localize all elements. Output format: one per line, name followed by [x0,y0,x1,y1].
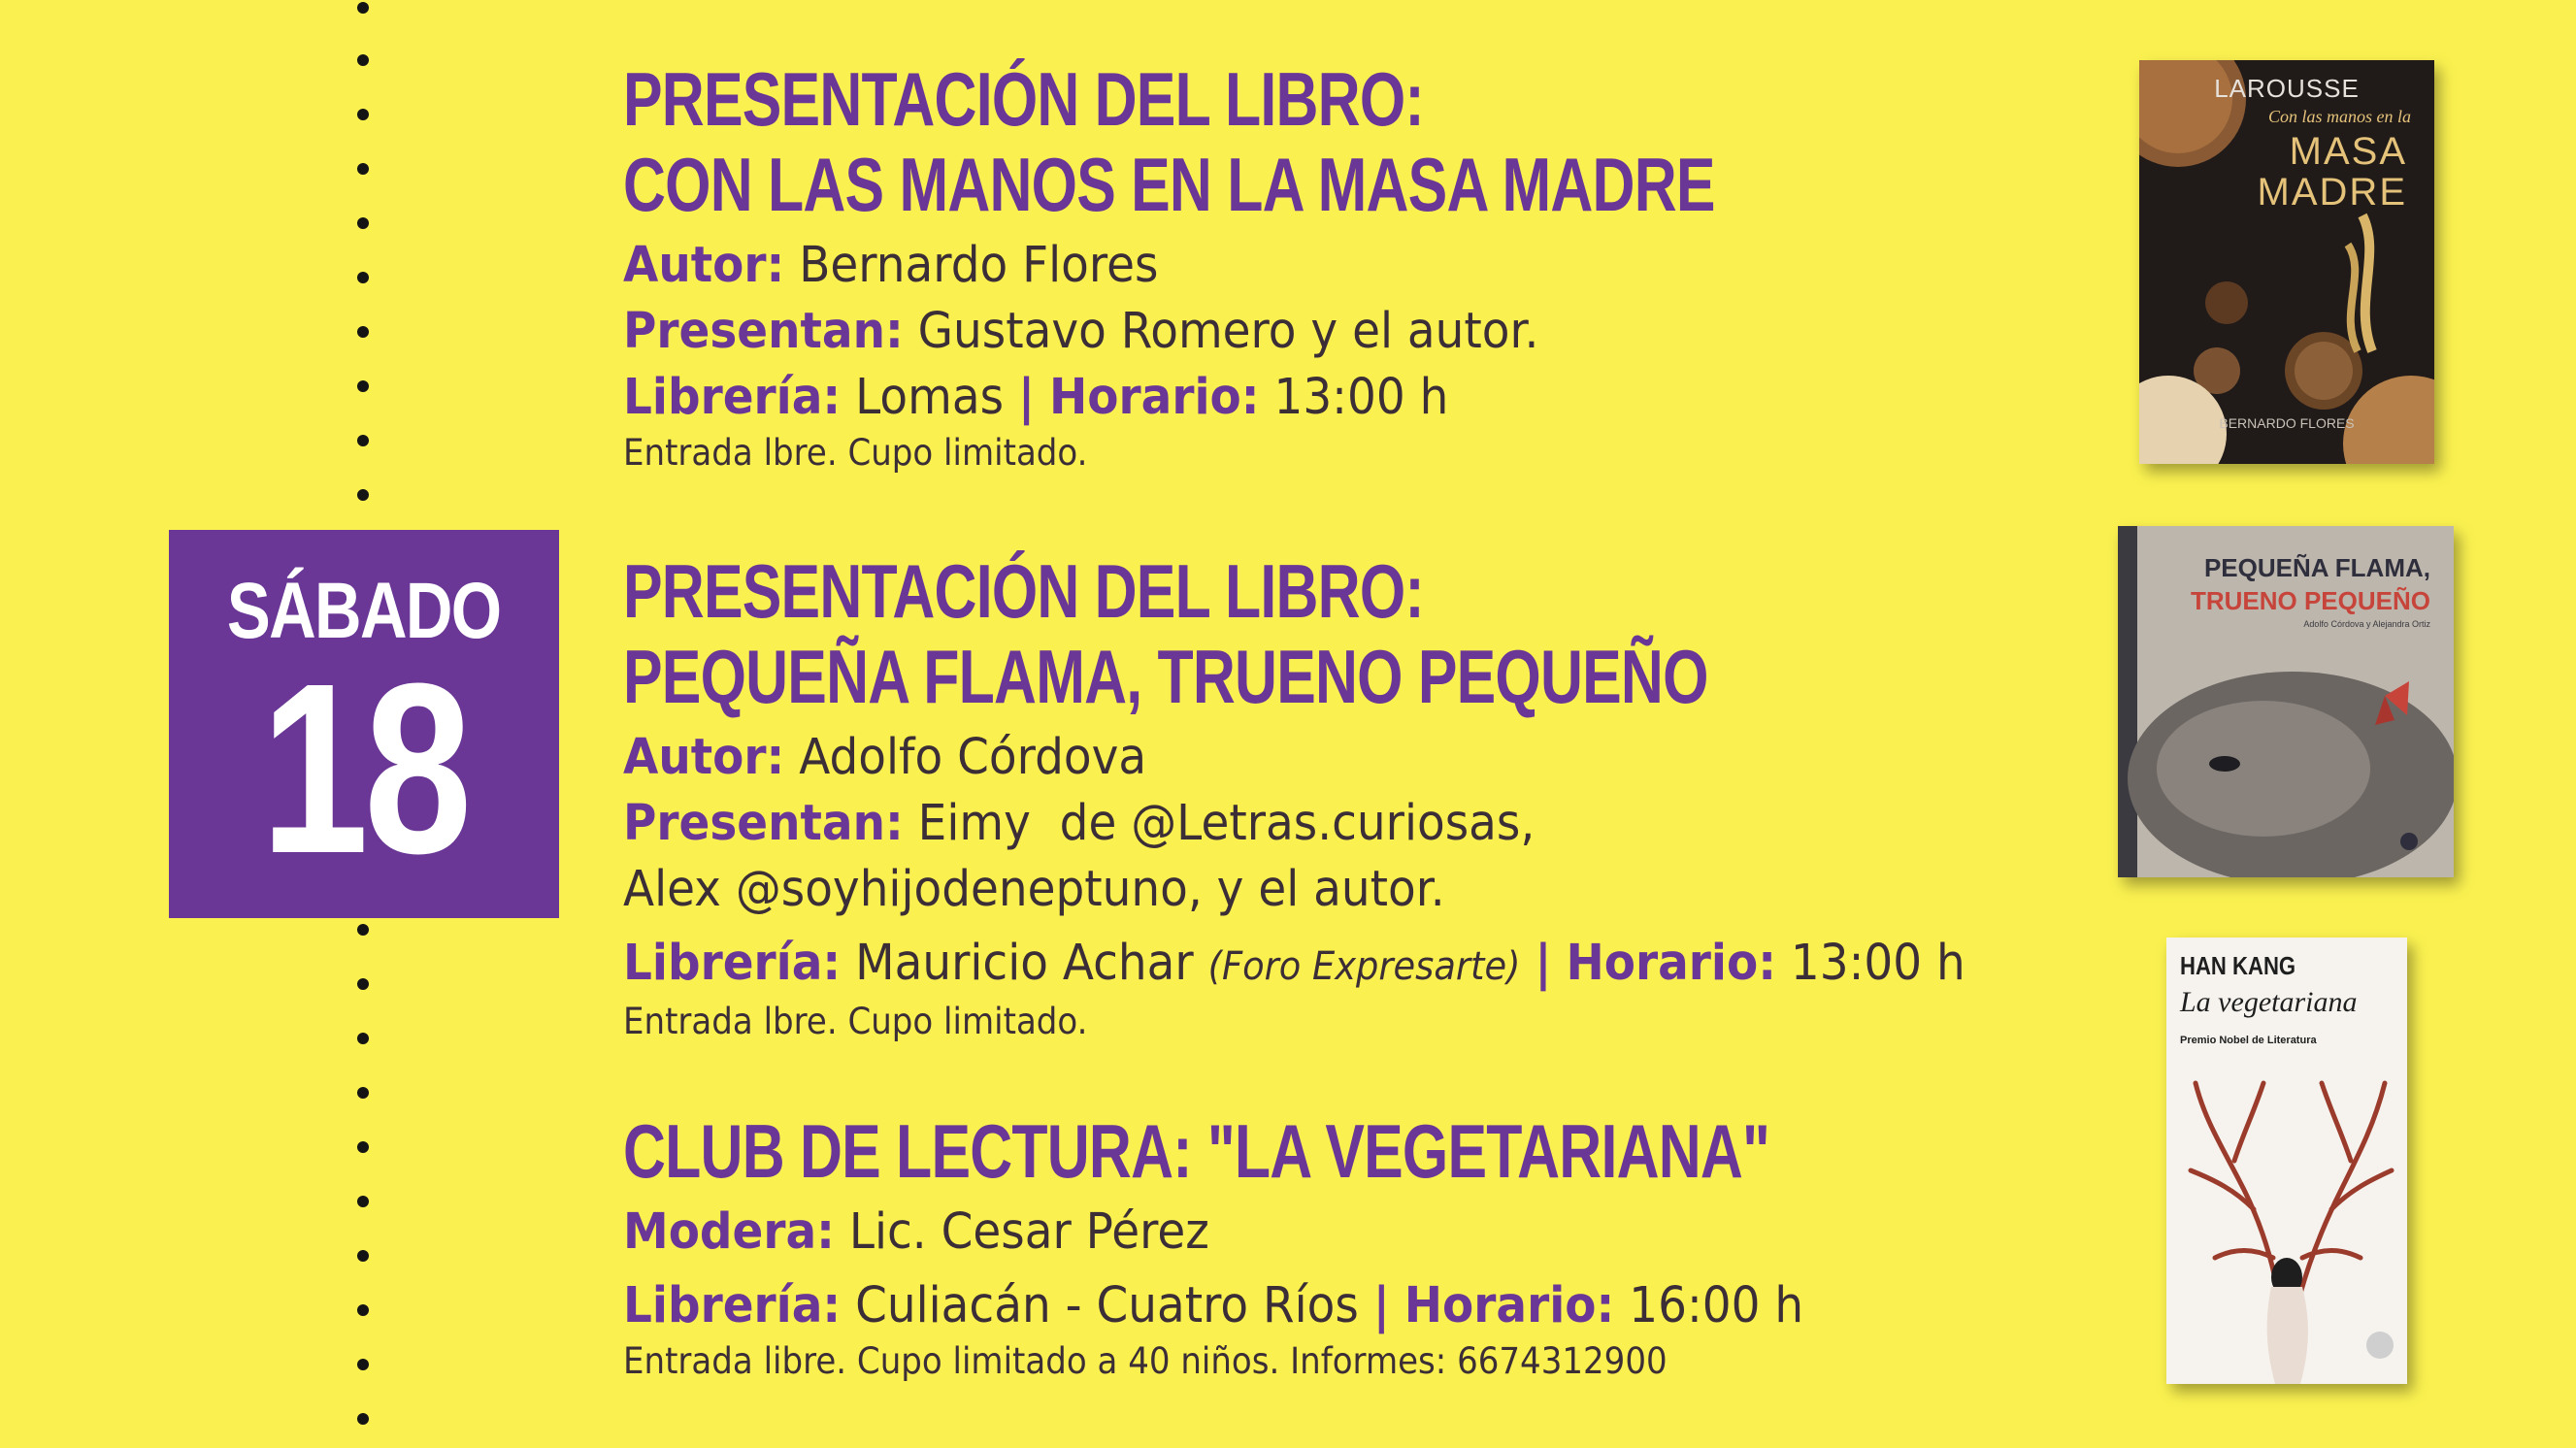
separator: | [1535,935,1552,992]
separator: | [1017,369,1036,426]
bookstore-line [623,931,2016,1000]
timeline-dot [357,978,369,990]
cover-title: La vegetariana [2180,986,2358,1018]
author-line [623,725,2016,791]
event-title-line: CLUB DE LECTURA: "LA VEGETARIANA" [623,1108,1770,1194]
presenters-line [623,791,2016,857]
timeline-dot [357,380,369,392]
bookstore-value: Mauricio Achar [855,935,1194,992]
event-title-line: CON LAS MANOS EN LA MASA MADRE [623,142,1715,227]
timeline-dot [357,1304,369,1316]
event-1 [623,56,2137,476]
bookstore-value: Lomas [855,369,1005,426]
time-label: Horario: [1566,935,1776,992]
author-value: Bernardo Flores [799,237,1159,294]
cover-author: BERNARDO FLORES [2219,415,2355,431]
presenters-value: Gustavo Romero y el autor. [917,303,1539,360]
cover-title: MADRE [2257,171,2407,214]
time-label: Horario: [1404,1277,1615,1334]
separator: | [1372,1277,1390,1334]
event-title-line: PEQUEÑA FLAMA, TRUENO PEQUEÑO [623,634,1708,719]
bookstore-label: Librería: [623,935,842,992]
author-value: Adolfo Córdova [799,729,1147,786]
timeline-dot [357,1196,369,1207]
timeline-dot [357,1250,369,1262]
event-2 [623,548,2137,1044]
time-label: Horario: [1049,369,1260,426]
timeline-dot [357,217,369,229]
timeline-dot [357,489,369,501]
event-note: Entrada libre. Cupo limitado a 40 niños. Informes: 6674312900 [623,1340,1668,1382]
timeline-dot [357,54,369,66]
time-value: 16:00 h [1629,1277,1804,1334]
bookstore-label: Librería: [623,369,842,426]
moderator-label: Modera: [623,1203,835,1261]
timeline-dot [357,109,369,120]
book-cover-la-vegetariana [2166,938,2407,1384]
event-note: Entrada lbre. Cupo limitado. [623,432,1088,474]
cover-title: TRUENO PEQUEÑO [2190,586,2430,615]
presenters-line [623,299,2016,365]
cover-title: MASA [2289,130,2407,173]
timeline-dot [357,1087,369,1099]
moderator-line [623,1200,2016,1266]
bookstore-detail: (Foro Expresarte) [1207,944,1521,989]
bookstore-value: Culiacán - Cuatro Ríos [855,1277,1359,1334]
cover-brand: LAROUSSE [2214,74,2360,103]
bookstore-label: Librería: [623,1277,842,1334]
date-badge [169,530,559,918]
cover-author: Adolfo Córdova y Alejandra Ortiz [2303,619,2430,629]
timeline-dot [357,1141,369,1153]
cover-author: HAN KANG [2180,951,2296,980]
timeline-dot [357,1359,369,1370]
event-note: Entrada lbre. Cupo limitado. [623,1001,1088,1042]
bookstore-line [623,365,2016,431]
event-title-line: PRESENTACIÓN DEL LIBRO: [623,56,1424,142]
book-cover-pequena-flama [2118,526,2454,877]
presenters-label: Presentan: [623,303,904,360]
time-value: 13:00 h [1790,935,1965,992]
cover-title: PEQUEÑA FLAMA, [2203,553,2430,582]
book-cover-masa-madre [2139,60,2434,464]
event-3 [623,1108,2137,1384]
presenters-value: Eimy de @Letras.curiosas, [917,795,1536,852]
event-title-line: PRESENTACIÓN DEL LIBRO: [623,548,1424,634]
timeline-dot [357,2,369,14]
timeline-dot [357,1413,369,1425]
timeline-dot [357,163,369,175]
timeline-dot [357,435,369,446]
moderator-value: Lic. Cesar Pérez [848,1203,1209,1261]
presenters-label: Presentan: [623,795,904,852]
presenters-line-2: Alex @soyhijodeneptuno, y el autor. [623,861,1445,918]
author-line [623,233,2016,299]
cover-subtitle: Con las manos en la [2267,107,2411,126]
time-value: 13:00 h [1273,369,1449,426]
bookstore-line [623,1273,2016,1339]
cover-prize: Premio Nobel de Literatura [2180,1035,2317,1046]
author-label: Autor: [623,729,785,786]
timeline-dot [357,326,369,338]
date-day: SÁBADO [227,566,501,655]
author-label: Autor: [623,237,785,294]
timeline-dot [357,272,369,283]
timeline-dot [357,924,369,936]
timeline-dot [357,1033,369,1044]
date-number: 18 [260,632,468,904]
tree-branches-illustration-icon [2166,938,2407,1384]
